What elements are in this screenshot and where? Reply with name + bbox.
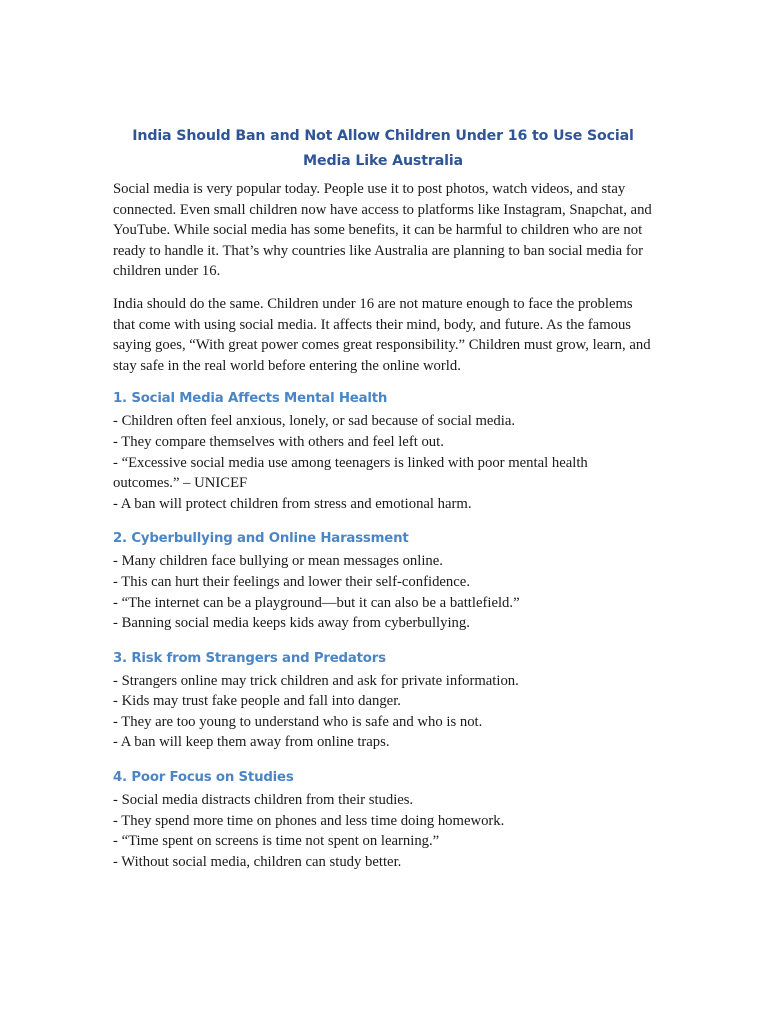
section-strangers	[113, 648, 653, 753]
bullet-item: - “Time spent on screens is time not spent on learning.”	[113, 833, 440, 850]
bullet-list	[113, 790, 653, 872]
bullet-item: - “Excessive social media use among teenagers is linked with poor mental health outcomes.” – UNICEF	[113, 454, 588, 492]
section-heading: 2. Cyberbullying and Online Harassment	[113, 531, 409, 547]
bullet-item: - Strangers online may trick children and ask for private information.	[113, 672, 519, 689]
bullet-item: - Many children face bullying or mean messages online.	[113, 553, 443, 570]
bullet-item: - This can hurt their feelings and lower their self-confidence.	[113, 573, 470, 590]
bullet-item: - They are too young to understand who is safe and who is not.	[113, 713, 483, 730]
bullet-item: - A ban will protect children from stress and emotional harm.	[113, 495, 472, 512]
bullet-item: - Without social media, children can study better.	[113, 853, 402, 870]
section-heading: 1. Social Media Affects Mental Health	[113, 391, 388, 407]
bullet-list	[113, 411, 653, 514]
section-mental-health	[113, 388, 653, 514]
bullet-item: - Children often feel anxious, lonely, or sad because of social media.	[113, 413, 516, 430]
bullet-item: - Kids may trust fake people and fall into danger.	[113, 693, 401, 710]
bullet-item: - They spend more time on phones and less time doing homework.	[113, 812, 505, 829]
bullet-list	[113, 671, 653, 753]
section-heading: 3. Risk from Strangers and Predators	[113, 650, 386, 666]
section-heading: 4. Poor Focus on Studies	[113, 770, 294, 786]
section-cyberbullying	[113, 528, 653, 633]
bullet-item: - They compare themselves with others and feel left out.	[113, 433, 444, 450]
bullet-item: - Social media distracts children from their studies.	[113, 792, 414, 809]
intro-paragraph-1: Social media is very popular today. People use it to post photos, watch videos, and stay connected. Even small children now have access to platforms like Instagram, Snapchat, and YouTube. While social media has some benefits, it can be harmful to children who are not ready to handle it. That’s why countries like Australia are planning to ban social media for children under 16.	[113, 181, 652, 280]
intro-paragraph-2: India should do the same. Children under 16 are not mature enough to face the problems that come with using social media. It affects their mind, body, and future. As the famous saying goes, “With great power comes great responsibility.” Children must grow, learn, and stay safe in the real world before entering the online world.	[113, 295, 651, 374]
section-studies	[113, 767, 653, 872]
document-title: India Should Ban and Not Allow Children Under 16 to Use Social Media Like Australia	[132, 128, 634, 169]
bullet-list	[113, 551, 653, 633]
bullet-item: - Banning social media keeps kids away from cyberbullying.	[113, 615, 470, 632]
document-content	[113, 124, 653, 886]
bullet-item: - A ban will keep them away from online traps.	[113, 734, 390, 751]
bullet-item: - “The internet can be a playground—but it can also be a battlefield.”	[113, 594, 520, 611]
